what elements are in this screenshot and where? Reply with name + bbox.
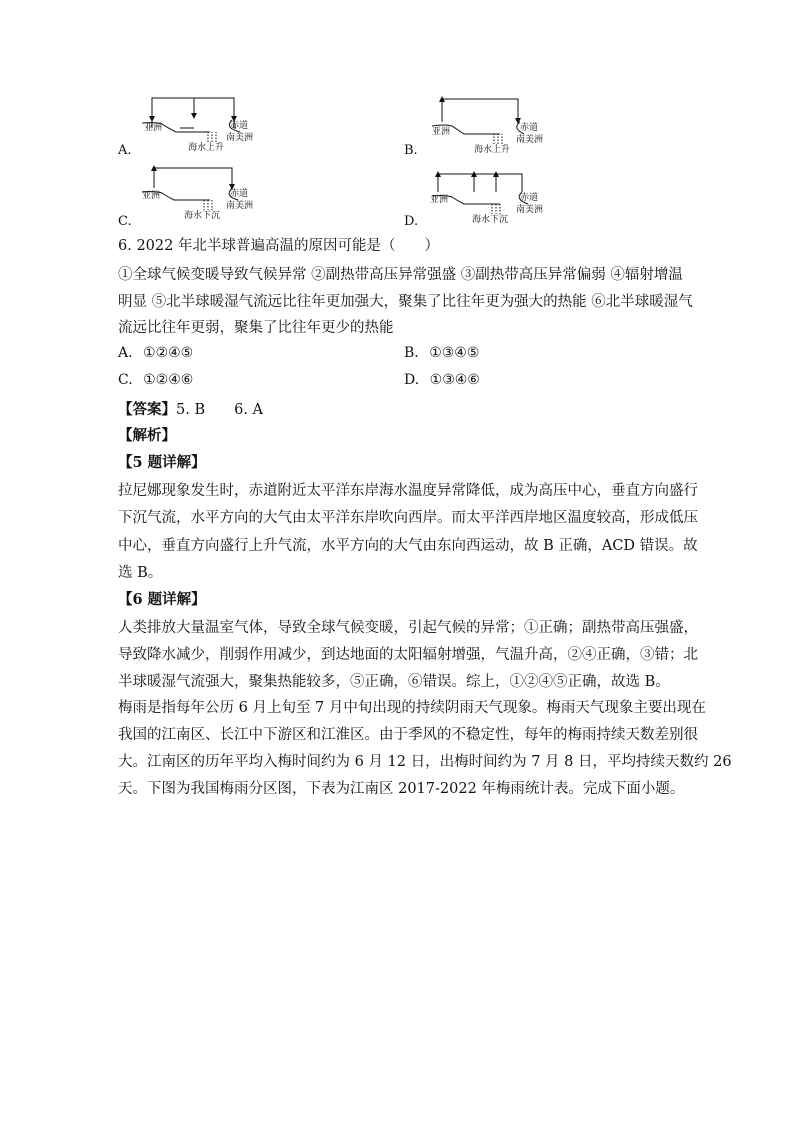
option-d-letter: D. [404,214,419,229]
equator-label: 赤道 [520,193,539,203]
choice-c [118,372,193,388]
q5-detail-line: 选 B。 [118,565,163,581]
choice-b [404,345,479,361]
intro-line: 天。下图为我国梅雨分区图，下表为江南区 2017-2022 年梅雨统计表。完成下面小题。 [118,781,685,797]
q5-detail-line: 中心，垂直方向盛行上升气流，水平方向的大气由东向西运动，故 B 正确，ACD 错误。故 [118,538,698,554]
q6-detail-line: 半球暖湿气流强大，聚集热能较多，⑤正确，⑥错误。综上，①②④⑤正确，故选 B。 [118,674,670,690]
intro-line: 我国的江南区、长江中下游区和江淮区。由于季风的不稳定性，每年的梅雨持续天数差别很 [118,727,698,743]
asia-label: 亚洲 [430,195,449,205]
q6-stem: 6. 2022 年北半球普遍高温的原因可能是（ ） [118,238,439,254]
equator-label: 赤道 [230,121,249,131]
choice-letter: D. [404,372,420,388]
choice-text: ①②④⑤ [143,345,194,361]
vertical-label: 海水上升 [474,145,511,155]
vertical-label: 海水上升 [188,143,225,153]
circulation-diagram-b [430,96,600,154]
diagram-a [140,96,310,154]
analysis-label: 【解析】 [118,427,176,444]
circulation-diagram-a [140,96,310,154]
q6-detail-line: 人类排放大量温室气体，导致全球气候变暖，引起气候的异常；①正确；副热带高压强盛， [118,620,698,636]
q5-detail-label: 【5 题详解】 [118,454,206,471]
choice-a [118,345,193,361]
choice-text: ①③④⑤ [429,345,480,361]
choice-text: ①②④⑥ [143,372,194,388]
south-america-label: 南美洲 [226,201,254,211]
asia-label: 亚洲 [144,123,163,133]
q6-detail-label: 【6 题详解】 [118,591,206,608]
option-a-letter: A. [118,143,132,158]
answer [118,400,263,420]
answer-text: 5. B 6. A [176,402,264,418]
diagram-c [140,166,310,224]
vertical-label: 海水下沉 [472,215,509,225]
choice-letter: C. [118,372,133,388]
choice-letter: A. [118,345,133,361]
diagram-b [430,96,600,154]
option-c-letter: C. [118,214,132,229]
equator-label: 赤道 [520,123,539,133]
south-america-label: 南美洲 [226,133,254,143]
choice-d [404,372,480,388]
q5-detail-line: 下沉气流，水平方向的大气由太平洋东岸吹向西岸。而太平洋西岸地区温度较高，形成低压 [118,510,698,526]
circulation-diagram-d [430,166,600,224]
option-b-letter: B. [404,143,418,158]
q6-item-line: 明显 ⑤北半球暖湿气流远比往年更加强大，聚集了比往年更为强大的热能 ⑥北半球暖湿气 [118,294,693,310]
asia-label: 亚洲 [432,127,451,137]
intro-line: 梅雨是指每年公历 6 月上旬至 7 月中旬出现的持续阴雨天气现象。梅雨天气现象主要出现在 [118,700,706,716]
south-america-label: 南美洲 [516,205,544,215]
equator-label: 赤道 [230,189,249,199]
south-america-label: 南美洲 [516,135,544,145]
q6-item-line: 流远比往年更弱，聚集了比往年更少的热能 [118,320,394,336]
intro-line: 大。江南区的历年平均入梅时间约为 6 月 12 日，出梅时间约为 7 月 8 日，平均持续天数约 26 [118,754,732,770]
q6-detail-line: 导致降水减少，削弱作用减少，到达地面的太阳辐射增强，气温升高，②④正确，③错；北 [118,647,698,663]
choice-text: ①③④⑥ [429,372,480,388]
circulation-diagram-c [140,166,310,224]
diagram-d [430,166,600,224]
choice-letter: B. [404,345,419,361]
answer-label: 【答案】 [118,401,176,418]
q6-item-line: ①全球气候变暖导致气候异常 ②副热带高压异常强盛 ③副热带高压异常偏弱 ④辐射增温 [118,267,683,283]
vertical-label: 海水下沉 [184,211,221,221]
q5-detail-line: 拉尼娜现象发生时，赤道附近太平洋东岸海水温度异常降低，成为高压中心，垂直方向盛行 [118,483,698,499]
asia-label: 亚洲 [142,191,161,201]
